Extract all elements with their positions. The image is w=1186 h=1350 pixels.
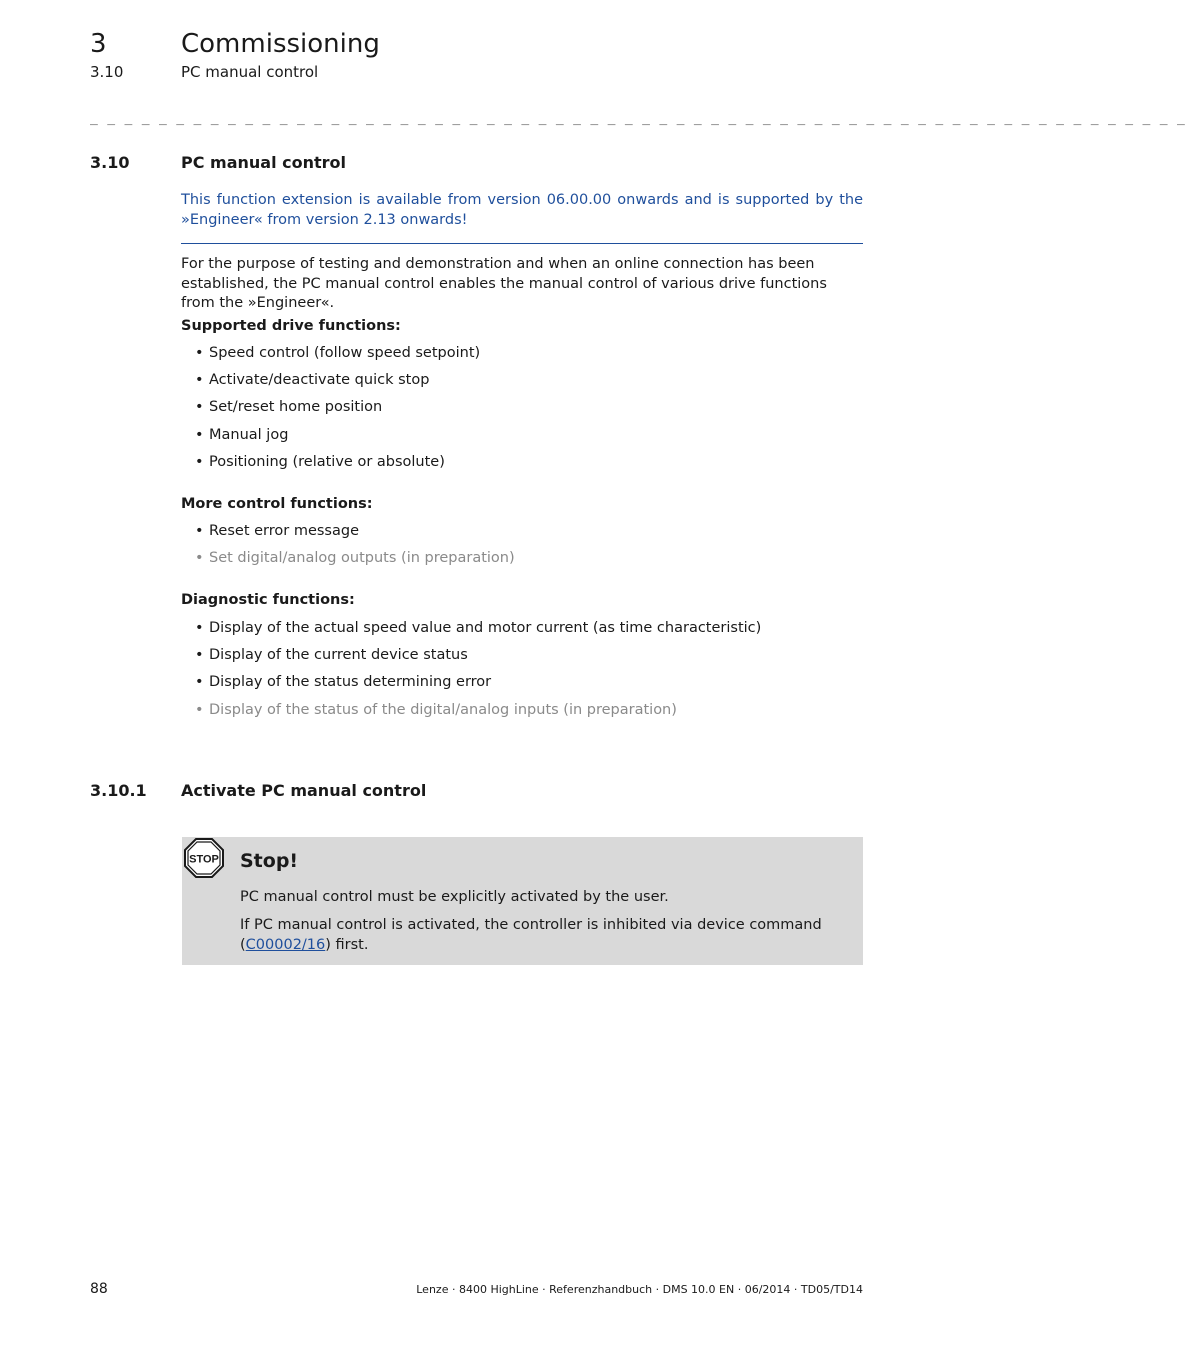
section-number: 3.10: [90, 153, 130, 172]
bullet-icon: •: [195, 345, 204, 361]
header-divider: _ _ _ _ _ _ _ _ _ _ _ _ _ _ _ _ _ _ _ _ _ _ _ _ _ _ _ _ _ _ _ _ _ _ _ _ _ _ _ _ _ _ _ _ _ _ _ _ _ _ _ _ _ _ _ _ _ _ _ _ _ _ _ _: [90, 111, 1186, 126]
list-item: • Positioning (relative or absolute): [195, 453, 445, 470]
more-functions-list: [195, 522, 515, 576]
more-functions-label: More control functions:: [181, 496, 373, 512]
list-item: • Set digital/analog outputs (in preparation): [195, 550, 515, 567]
bullet-icon: •: [195, 647, 204, 664]
bullet-icon: •: [195, 523, 204, 539]
bullet-icon: •: [195, 550, 204, 567]
list-item: • Display of the status determining error: [195, 674, 492, 691]
chapter-number: 3: [90, 29, 107, 59]
bullet-icon: •: [195, 426, 204, 443]
list-item: • Activate/deactivate quick stop: [195, 372, 430, 389]
supported-functions-label: Supported drive functions:: [181, 318, 401, 334]
list-item: • Display of the actual speed value and motor current (as time characteristic): [195, 620, 762, 636]
list-item: • Reset error message: [195, 523, 359, 539]
bullet-icon: •: [195, 620, 204, 636]
list-item: • Speed control (follow speed setpoint): [195, 345, 481, 361]
stop-icon-text: STOP: [189, 853, 219, 866]
chapter-title: Commissioning: [181, 29, 380, 59]
subsection-title: Activate PC manual control: [181, 781, 427, 800]
section-title: PC manual control: [181, 153, 347, 172]
list-item: • Display of the current device status: [195, 647, 468, 664]
diagnostic-functions-label: Diagnostic functions:: [181, 592, 355, 608]
running-section-title: PC manual control: [181, 63, 319, 81]
diagnostic-functions-list: [195, 619, 761, 728]
device-command-link[interactable]: C00002/16: [245, 936, 326, 953]
supported-functions-list: [195, 344, 480, 480]
list-item: • Manual jog: [195, 426, 289, 443]
list-item: • Set/reset home position: [195, 399, 383, 416]
bullet-icon: •: [195, 372, 204, 389]
intro-paragraph: For the purpose of testing and demonstration and when an online connection has been established, the PC manual control enables the manual control of various drive functions from the »Engineer«.: [181, 256, 827, 311]
page-number: 88: [90, 1281, 108, 1297]
stop-paragraph-2: If PC manual control is activated, the controller is inhibited via device command (C00002/16) first.: [240, 917, 822, 953]
bullet-icon: •: [195, 701, 204, 718]
list-item: • Display of the status of the digital/analog inputs (in preparation): [195, 701, 677, 718]
running-section-number: 3.10: [90, 63, 124, 81]
bullet-icon: •: [195, 453, 204, 470]
footer-text: Lenze · 8400 HighLine · Referenzhandbuch · DMS 10.0 EN · 06/2014 · TD05/TD14: [416, 1283, 863, 1296]
subsection-number: 3.10.1: [90, 781, 147, 800]
note-divider: [181, 243, 863, 244]
version-note: This function extension is available from version 06.00.00 onwards and is supported by the »Engineer« from version 2.13 onwards!: [181, 192, 863, 228]
stop-title: Stop!: [240, 850, 299, 872]
bullet-icon: •: [195, 674, 204, 691]
stop-paragraph-1: PC manual control must be explicitly activated by the user.: [240, 889, 669, 905]
bullet-icon: •: [195, 399, 204, 416]
stop-sign-icon: [184, 838, 224, 878]
